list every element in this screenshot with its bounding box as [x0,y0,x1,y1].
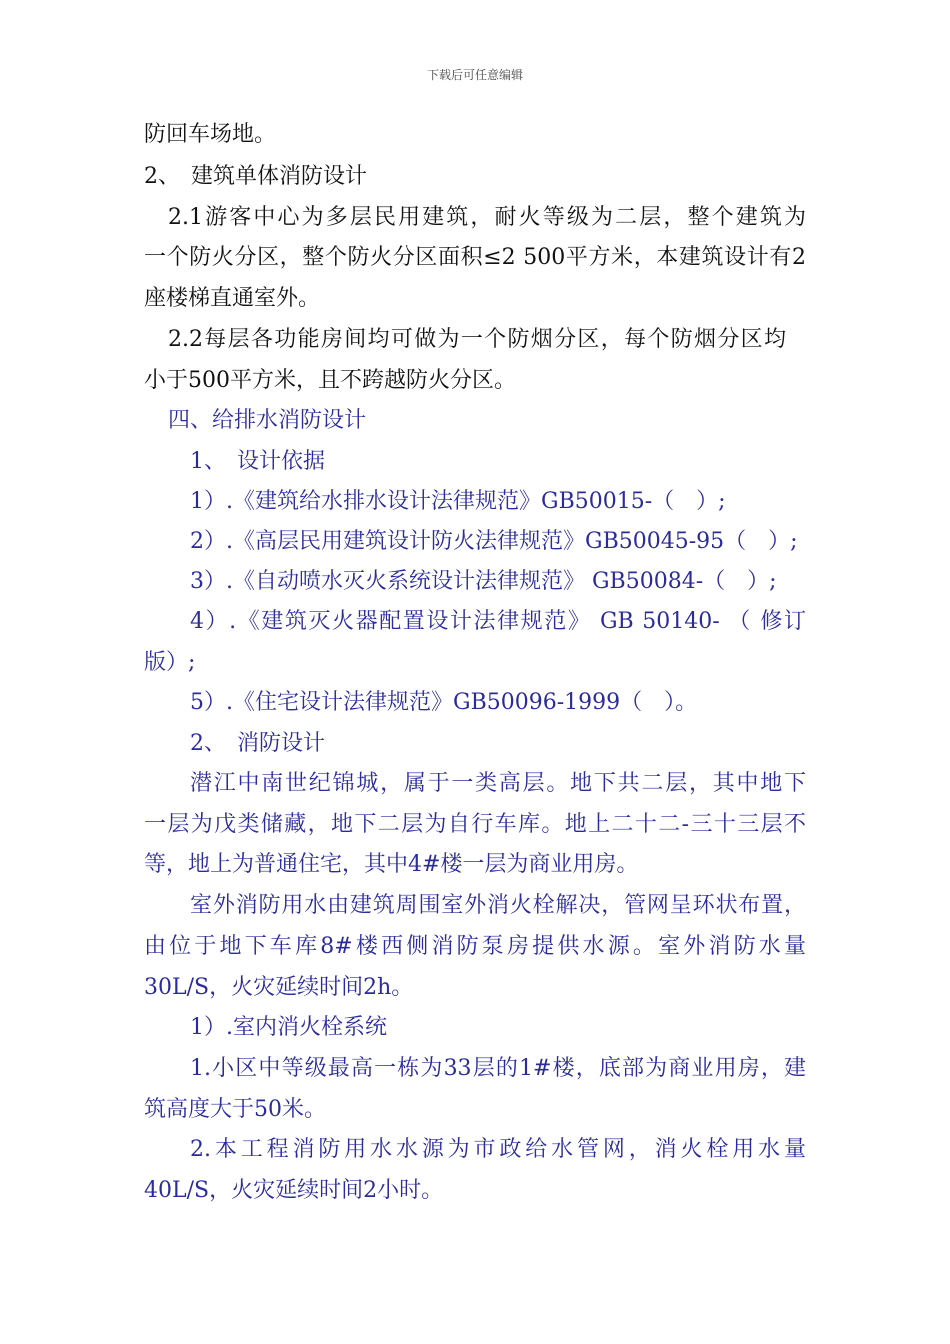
reference-item: 4）.《建筑灭火器配置设计法律规范》 GB 50140- （ 修订 [190,609,806,634]
text-line: 筑高度大于50米。 [144,1097,326,1122]
subsection-heading: 2、 消防设计 [190,731,325,756]
reference-item: 1）.《建筑给水排水设计法律规范》GB50015-（ ）; [190,489,726,514]
text-line: 小于500平方米，且不跨越防火分区。 [144,368,516,393]
text-line: 2.2每层各功能房间均可做为一个防烟分区，每个防烟分区均 [168,327,786,352]
section-heading: 四、给排水消防设计 [168,408,367,433]
reference-item: 3）.《自动喷水灭火系统设计法律规范》 GB50084-（ ）; [190,569,777,594]
text-line: 等，地上为普通住宅，其中4#楼一层为商业用房。 [144,852,639,877]
subsection-heading: 1、 设计依据 [190,449,325,474]
text-line: 潜江中南世纪锦城，属于一类高层。地下共二层，其中地下 [190,771,806,796]
text-line: 一层为戊类储藏，地下二层为自行车库。地上二十二-三十三层不 [144,812,806,837]
text-line: 1.小区中等级最高一栋为33层的1#楼，底部为商业用房，建 [190,1056,806,1081]
reference-item: 5）.《住宅设计法律规范》GB50096-1999（ ）。 [190,690,698,715]
text-line: 40L/S，火灾延续时间2小时。 [144,1178,444,1203]
page-header: 下载后可任意编辑 [426,68,523,82]
text-line: 座楼梯直通室外。 [144,286,321,311]
text-line: 30L/S，火灾延续时间2h。 [144,975,414,1000]
text-line: 防回车场地。 [144,122,277,147]
text-line: 2.本工程消防用水水源为市政给水管网，消火栓用水量 [190,1137,806,1162]
text-line: 室外消防用水由建筑周围室外消火栓解决，管网呈环状布置， [190,893,806,918]
reference-item-continuation: 版）; [144,650,196,675]
text-line: 由位于地下车库8#楼西侧消防泵房提供水源。室外消防水量 [144,934,806,959]
section-heading: 2、 建筑单体消防设计 [144,164,367,189]
subsection-heading: 1）.室内消火栓系统 [190,1015,387,1040]
reference-item: 2）.《高层民用建筑设计防火法律规范》GB50045-95（ ）; [190,529,798,554]
text-line: 2.1游客中心为多层民用建筑，耐火等级为二层，整个建筑为 [168,205,806,230]
text-line: 一个防火分区，整个防火分区面积≤2 500平方米，本建筑设计有2 [144,245,806,270]
